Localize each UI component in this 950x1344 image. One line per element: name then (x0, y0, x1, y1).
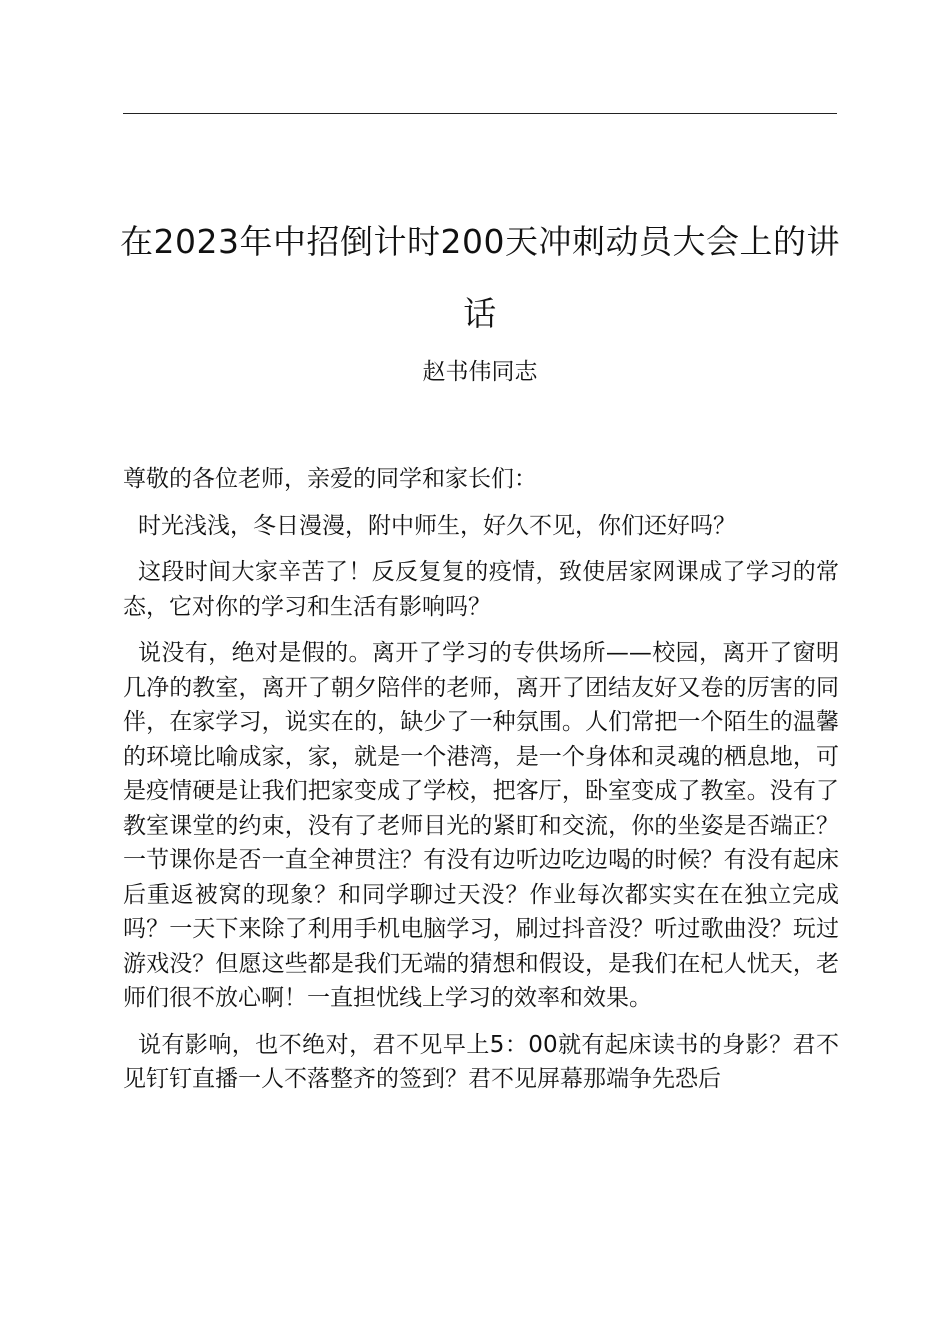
salutation: 尊敬的各位老师，亲爱的同学和家长们： (123, 466, 537, 492)
paragraph: 说有影响，也不绝对，君不见早上5：00就有起床读书的身影？君不见钉钉直播一人不落整齐的签到？君不见屏幕那端争先恐后 (123, 1031, 839, 1092)
header-rule (123, 113, 837, 114)
author-line: 赵书伟同志 (422, 359, 538, 385)
document-title: 在2023年中招倒计时200天冲刺动员大会上的讲话 (120, 222, 840, 333)
paragraph: 说没有，绝对是假的。离开了学习的专供场所——校园，离开了窗明几净的教室，离开了朝夕陪伴的老师，离开了团结友好又卷的厉害的同伴，在家学习，说实在的，缺少了一种氛围。人们常把一个陌生的温馨的环境比喻成家，家，就是一个港湾，是一个身体和灵魂的栖息地，可是疫情硬是让我们把家变成了学校，把客厅，卧室变成了教室。没有了教室课堂的约束，没有了老师目光的紧盯和交流，你的坐姿是否端正？一节课你是否一直全神贯注？有没有边听边吃边喝的时候？有没有起床后重返被窝的现象？和同学聊过天没？作业每次都实实在在独立完成吗？一天下来除了利用手机电脑学习，刷过抖音没？听过歌曲没？玩过游戏没？但愿这些都是我们无端的猜想和假设，是我们在杞人忧天，老师们很不放心啊！一直担忧线上学习的效率和效果。 (123, 640, 839, 1011)
document-body (123, 462, 839, 1109)
paragraph: 时光浅浅，冬日漫漫，附中师生，好久不见，你们还好吗？ (138, 512, 736, 539)
paragraph: 这段时间大家辛苦了！反反复复的疫情，致使居家网课成了学习的常态，它对你的学习和生活有影响吗？ (123, 559, 839, 620)
